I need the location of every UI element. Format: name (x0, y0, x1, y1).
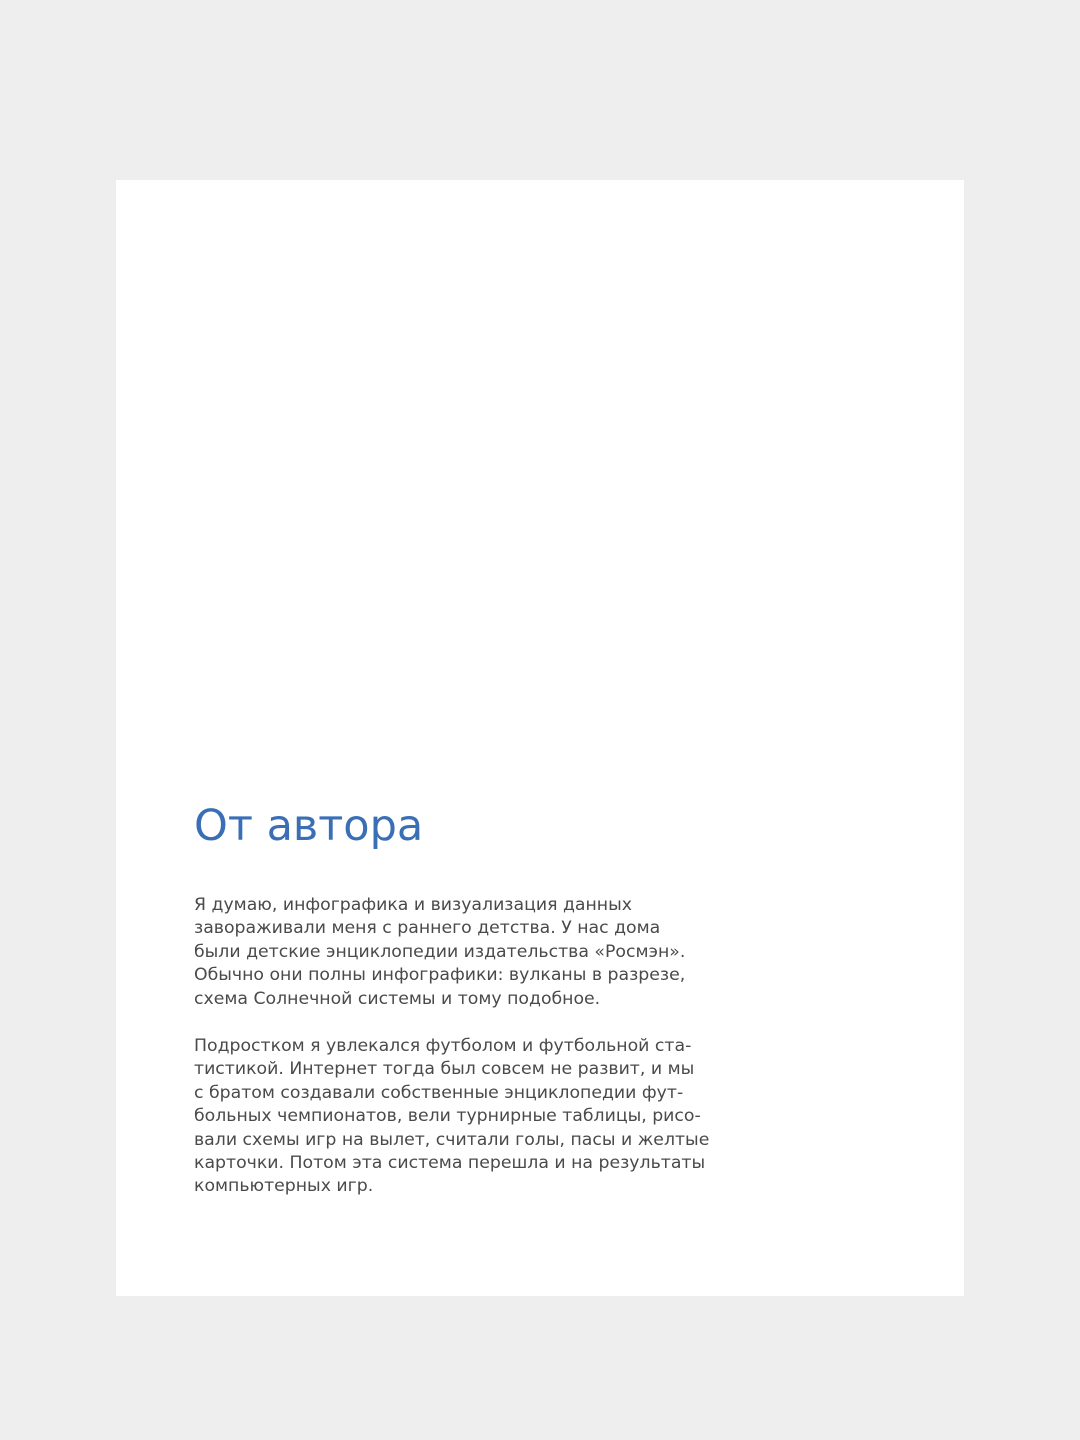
paragraph-1 (194, 894, 754, 1011)
text-line: Я думаю, инфографика и визуализация данных (194, 895, 632, 915)
text-line: больных чемпионатов, вели турнирные таблицы, рисо- (194, 1106, 701, 1127)
text-line: завораживали меня с раннего детства. У нас дома (194, 918, 661, 939)
text-line: были детские энциклопедии издательства «Росмэн». (194, 941, 686, 962)
text-line: вали схемы игр на вылет, считали голы, пасы и желтые (194, 1129, 710, 1150)
text-line: компьютерных игр. (194, 1176, 374, 1197)
paragraph-2 (194, 1035, 754, 1199)
book-page (116, 180, 964, 1296)
text-line: Обычно они полны инфографики: вулканы в разрезе, (194, 965, 686, 986)
text-line: тистикой. Интернет тогда был совсем не развит, и мы (194, 1059, 695, 1080)
text-line: Подростком я увлекался футболом и футбольной ста- (194, 1036, 692, 1056)
text-line: карточки. Потом эта система перешла и на результаты (194, 1153, 706, 1174)
page-title: От автора (194, 801, 424, 851)
text-line: схема Солнечной системы и тому подобное. (194, 988, 601, 1009)
text-line: с братом создавали собственные энциклопедии фут- (194, 1082, 684, 1103)
